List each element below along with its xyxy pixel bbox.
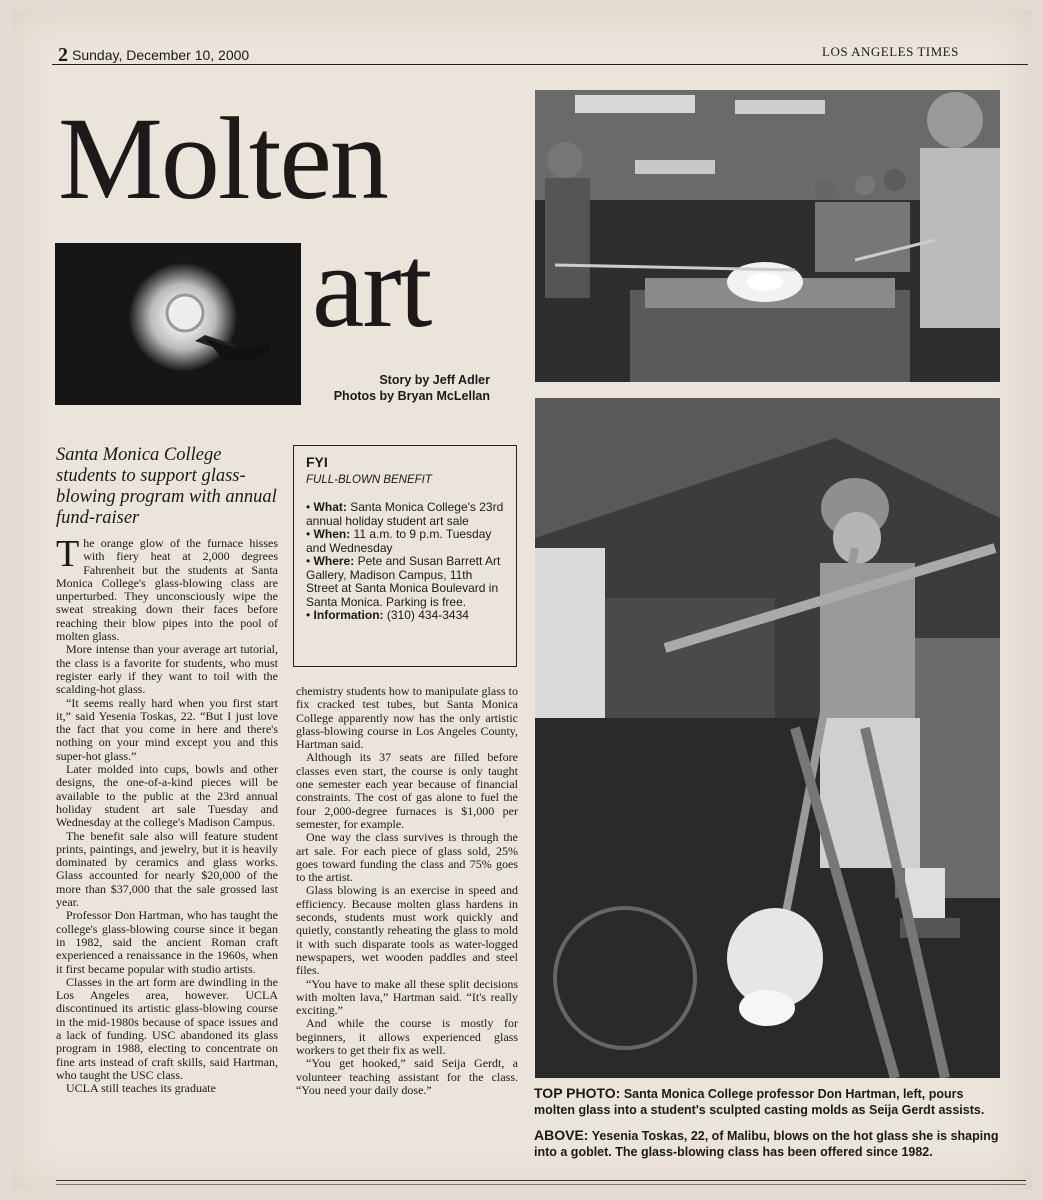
issue-date: Sunday, December 10, 2000	[72, 47, 250, 63]
paragraph: One way the class survives is through the art sale. For each piece of glass sold, 25% goes toward funding the class and 75% goes to the artist.	[296, 830, 518, 885]
fyi-item-when: • When: 11 a.m. to 9 p.m. Tuesday and Wednesday	[306, 527, 492, 555]
paragraph: Glass blowing is an exercise in speed and efficiency. Because molten glass hardens in seconds, students must work quickly and quietly, constantly reheating the glass to mold it with such disparate tools as water-logged newspapers, wet wooden paddles and steel files.	[296, 883, 518, 978]
page-number: 2	[58, 44, 68, 66]
fyi-item-information: • Information: (310) 434-3434	[306, 608, 469, 622]
caption-lead: TOP PHOTO:	[534, 1085, 621, 1101]
drop-cap: T	[56, 533, 80, 575]
headline-line1: Molten	[58, 93, 387, 224]
paragraph: chemistry students how to manipulate glass to fix cracked test tubes, but Santa Monica College apparently now has the only artistic glass-blowing course in Los Angeles County, Hartman said.	[296, 684, 518, 752]
paragraph: More intense than your average art tutorial, the class is a favorite for students, who must register early if they want to toil with the scalding-hot glass.	[56, 642, 278, 697]
fyi-subtitle: FULL-BLOWN BENEFIT	[306, 473, 432, 486]
fyi-label: Where:	[313, 554, 355, 568]
newspaper-name: LOS ANGELES TIMES	[822, 44, 959, 59]
glassblower-photo	[535, 398, 1000, 1078]
paragraph: Classes in the art form are dwindling in the Los Angeles area, however. UCLA discontinued its artistic glass-blowing course in the mid-1980s because of space issues and a lack of funding. USC abandoned its glass program in 1988, electing to concentrate on fine arts instead of craft skills, said Hartman, who taught the USC class.	[56, 974, 278, 1082]
paragraph: “You get hooked,” said Seija Gerdt, a volunteer teaching assistant for the class. “You need your daily dose.”	[296, 1056, 518, 1097]
footer-rule	[56, 1180, 1026, 1181]
fyi-box	[293, 445, 517, 667]
caption-top-photo	[534, 1085, 1004, 1118]
article-column-2	[296, 685, 518, 1097]
caption-above-photo	[534, 1127, 1004, 1160]
paragraph: Although its 37 seats are filled before classes even start, the course is only taught one semester each year because of financial constraints. The cost of gas alone to fuel the four 2,000-degree furnaces is $1,000 per semester, for example.	[296, 750, 518, 831]
fyi-item-where: • Where: Pete and Susan Barrett Art Gallery, Madison Campus, 11th Street at Santa Monica Boulevard in Santa Monica. Parking is free.	[306, 554, 501, 609]
studio-furnace-photo	[535, 90, 1000, 382]
fyi-text: Pete and Susan Barrett Art Gallery, Madison Campus, 11th Street at Santa Monica Boulevard in Santa Monica. Parking is free.	[306, 554, 501, 609]
subheadline: Santa Monica College students to support glass-blowing program with annual fund-raiser	[56, 445, 277, 528]
fyi-text: Santa Monica College's 23rd annual holiday student art sale	[306, 500, 504, 528]
paragraph: Later molded into cups, bowls and other designs, the one-of-a-kind pieces will be available to the public at the 23rd annual holiday student art sale Tuesday and Wednesday at the college's Madison Campus.	[56, 762, 278, 830]
caption-text: Santa Monica College professor Don Hartman, left, pours molten glass into a student's sculpted casting molds as Seija Gerdt assists.	[534, 1087, 985, 1117]
glowing-glass-photo	[55, 243, 301, 405]
fyi-text: (310) 434-3434	[386, 608, 469, 622]
paragraph: And while the course is mostly for beginners, it allows experienced glass workers to get their fix as well.	[296, 1016, 518, 1058]
fyi-text: 11 a.m. to 9 p.m. Tuesday and Wednesday	[306, 527, 492, 555]
fyi-label: What:	[313, 500, 347, 514]
header-rule	[52, 64, 1028, 65]
photo-credit: Photos by Bryan McLellan	[333, 389, 490, 403]
fyi-item-what: • What: Santa Monica College's 23rd annual holiday student art sale	[306, 500, 504, 528]
fyi-title: FYI	[306, 454, 328, 470]
caption-lead: ABOVE:	[534, 1127, 589, 1143]
paragraph: “It seems really hard when you first start it,” said Yesenia Toskas, 22. “But I just love the fact that you come in here and there's nothing on your mind except you and this super-hot glass.”	[56, 695, 278, 763]
paragraph: UCLA still teaches its graduate	[66, 1081, 216, 1096]
footer-rule	[56, 1184, 1026, 1185]
article-column-1	[56, 533, 278, 1096]
paragraph: “You have to make all these split decisions with molten lava,” Hartman said. “It's really exciting.”	[296, 976, 518, 1018]
paragraph: The benefit sale also will feature student prints, paintings, and jewelry, but it is heavily dominated by ceramics and glass works. Glass accounted for nearly $20,000 of the more than $37,000 that the sale grossed last year.	[56, 828, 278, 910]
caption-text: Yesenia Toskas, 22, of Malibu, blows on the hot glass she is shaping into a goblet. The glass-blowing class has been offered since 1982.	[534, 1129, 999, 1159]
byline	[300, 372, 490, 404]
fyi-label: When:	[313, 527, 351, 541]
headline-line2: art	[312, 221, 431, 352]
fyi-label: Information:	[313, 608, 384, 622]
paragraph: he orange glow of the furnace hisses with fiery heat at 2,000 degrees Fahrenheit but the students at Santa Monica College's glass-blowing class are unperturbed. They unconsciously wipe the sweat streaking down their faces before reaching their blow pipes into the pool of molten glass.	[56, 536, 278, 644]
story-credit: Story by Jeff Adler	[379, 373, 490, 387]
paragraph: Professor Don Hartman, who has taught the college's glass-blowing course since it began in 1982, said the ancient Roman craft experienced a renaissance in the 1960s, when it first became popular with studio artists.	[56, 908, 278, 976]
